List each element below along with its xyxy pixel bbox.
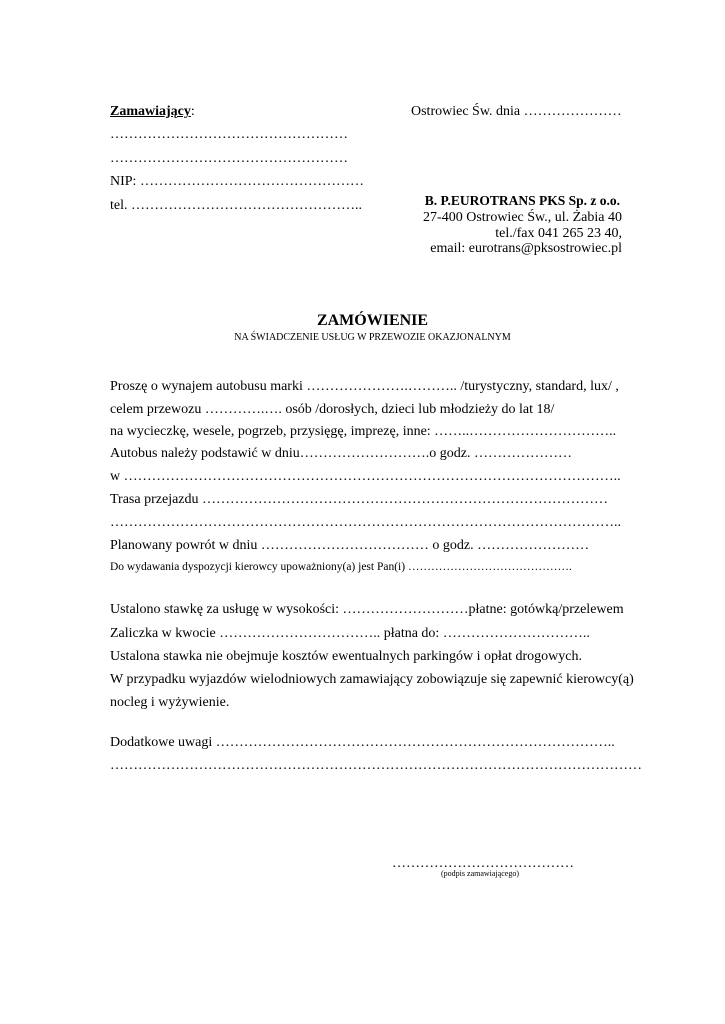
body-line-2: celem przewozu ………….…. osób /dorosłych, dzieci lub młodzieży do lat 18/ xyxy=(110,402,555,417)
body-line-5: w …………………………………………………………………………………………….. xyxy=(110,469,621,484)
terms-line-4: W przypadku wyjazdów wielodniowych zamawiający zobowiązuje się zapewnić kierowcy(ą) xyxy=(110,672,634,687)
remarks-line-1: Dodatkowe uwagi ………………………………………………………………………….. xyxy=(110,735,615,750)
page-subtitle: NA ŚWIADCZENIE USŁUG W PRZEWOZIE OKAZJONALNYM xyxy=(234,332,511,343)
terms-line-5: nocleg i wyżywienie. xyxy=(110,695,230,710)
company-email: email: eurotrans@pksostrowiec.pl xyxy=(430,241,622,256)
orderer-line-1: …………………………………………… xyxy=(110,127,348,142)
terms-line-3: Ustalona stawka nie obejmuje kosztów ewentualnych parkingów i opłat drogowych. xyxy=(110,649,582,664)
remarks-line-2: …………………………………………………………………………………………………… xyxy=(110,758,642,773)
terms-line-1: Ustalono stawkę za usługę w wysokości: ………………………płatne: gotówką/przelewem xyxy=(110,602,624,617)
orderer-tel: tel. ………………………………………….. xyxy=(110,198,362,213)
body-line-7: ……………………………………………………………………………………………….. xyxy=(110,515,621,530)
body-line-3: na wycieczkę, wesele, pogrzeb, przysięgę, imprezę, inne: ……..………………………….. xyxy=(110,424,617,439)
orderer-label-row xyxy=(110,105,195,119)
company-address: 27-400 Ostrowiec Św., ul. Żabia 40 xyxy=(423,210,622,225)
body-line-9: Do wydawania dyspozycji kierowcy upoważniony(a) jest Pan(i) ……………………………………. xyxy=(110,561,572,573)
orderer-nip: NIP: ………………………………………… xyxy=(110,174,364,189)
signature-caption: (podpis zamawiającego) xyxy=(441,869,519,878)
body-line-8: Planowany powrót w dniu ……………………………… o godz. …………………… xyxy=(110,538,590,553)
body-line-4: Autobus należy podstawić w dniu……………………….o godz. ………………… xyxy=(110,446,572,461)
body-line-1: Proszę o wynajem autobusu marki ………………….……….. /turystyczny, standard, lux/ , xyxy=(110,379,619,394)
orderer-label-colon: : xyxy=(190,104,195,119)
place-date: Ostrowiec Św. dnia ………………… xyxy=(411,104,622,119)
terms-line-2: Zaliczka w kwocie …………………………….. płatna do: ………………………….. xyxy=(110,626,590,641)
page-title: ZAMÓWIENIE xyxy=(316,312,429,329)
body-line-6: Trasa przejazdu …………………………………………………………………………… xyxy=(110,492,609,507)
signature-line: ………………………………… xyxy=(392,856,574,871)
company-phone: tel./fax 041 265 23 40, xyxy=(495,226,622,241)
orderer-label: Zamawiający xyxy=(110,104,191,119)
company-name: B. P.EUROTRANS PKS Sp. z o.o. xyxy=(424,193,620,208)
orderer-line-2: …………………………………………… xyxy=(110,151,348,166)
